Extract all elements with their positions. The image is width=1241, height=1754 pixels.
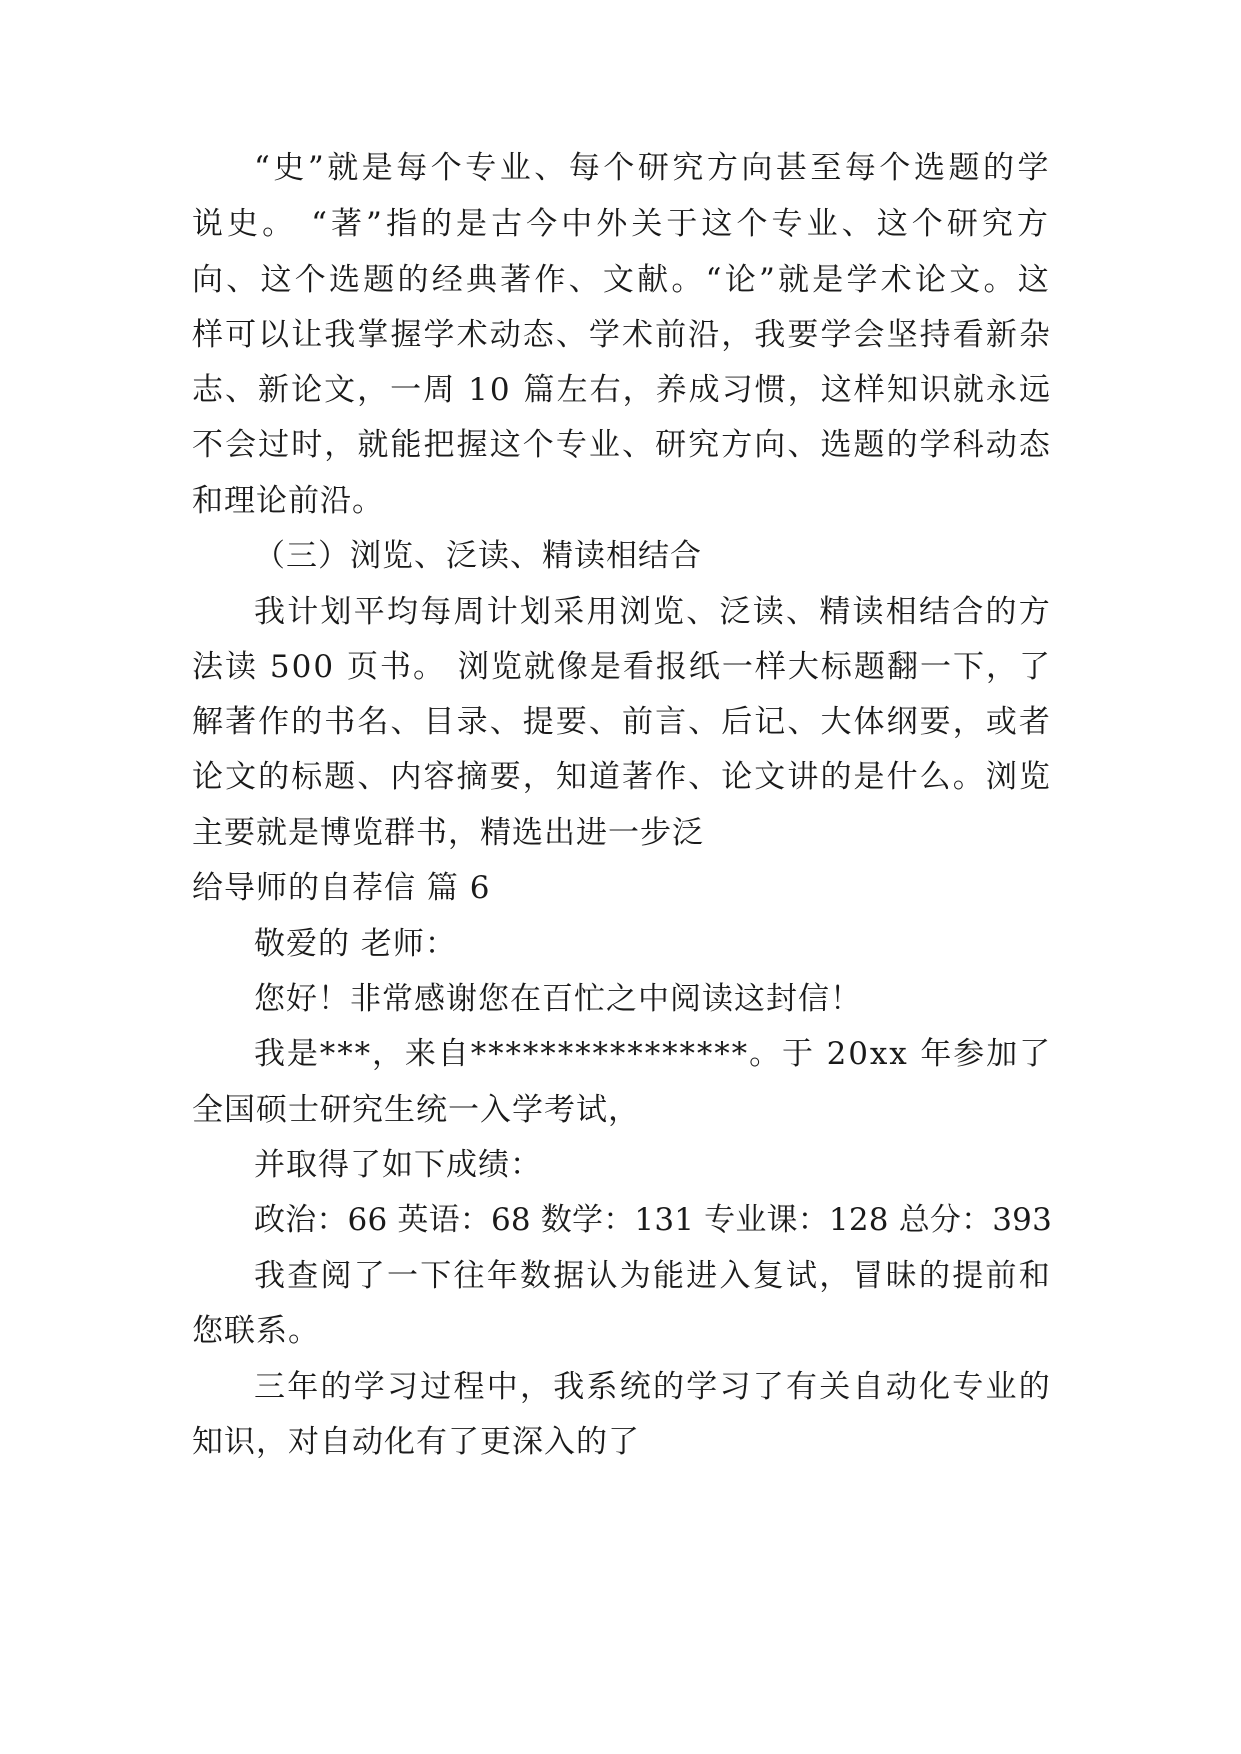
greeting-line: 您好！非常感谢您在百忙之中阅读这封信！ — [254, 981, 862, 1017]
letter-title: 给导师的自荐信 篇 6 — [192, 870, 491, 906]
paragraph-line: 和理论前沿。 — [192, 483, 384, 519]
paragraph-line: 论文的标题、内容摘要，知道著作、论文讲的是什么。浏览 — [192, 759, 1052, 795]
scores-line: 政治：66 英语：68 数学：131 专业课：128 总分：393 — [254, 1202, 1052, 1238]
paragraph-line: “史”就是每个专业、每个研究方向甚至每个选题的学 — [254, 150, 1052, 186]
paragraph-line: 主要就是博览群书，精选出进一步泛 — [192, 815, 704, 851]
paragraph-line: 不会过时，就能把握这个专业、研究方向、选题的学科动态 — [192, 427, 1052, 463]
paragraph-line: 志、新论文，一周 10 篇左右，养成习惯，这样知识就永远 — [192, 372, 1052, 408]
paragraph-line: 您联系。 — [192, 1313, 320, 1349]
paragraph-line: 我查阅了一下往年数据认为能进入复试，冒昧的提前和 — [254, 1258, 1052, 1294]
paragraph-line: 我是***，来自****************。于 20xx 年参加了 — [254, 1036, 1052, 1072]
paragraph-line: 并取得了如下成绩： — [254, 1147, 542, 1183]
paragraph-line: 法读 500 页书。 浏览就像是看报纸一样大标题翻一下，了 — [192, 649, 1052, 685]
paragraph-line: 解著作的书名、目录、提要、前言、后记、大体纲要，或者 — [192, 704, 1052, 740]
paragraph-line: 向、这个选题的经典著作、文献。“论”就是学术论文。这 — [192, 262, 1052, 298]
paragraph-line: 知识，对自动化有了更深入的了 — [192, 1424, 640, 1460]
paragraph-line: 三年的学习过程中，我系统的学习了有关自动化专业的 — [254, 1369, 1052, 1405]
paragraph-line: 我计划平均每周计划采用浏览、泛读、精读相结合的方 — [254, 594, 1052, 630]
paragraph-line: 样可以让我掌握学术动态、学术前沿，我要学会坚持看新杂 — [192, 317, 1052, 353]
paragraph-line: 说史。 “著”指的是古今中外关于这个专业、这个研究方 — [192, 206, 1052, 242]
paragraph-line: 全国硕士研究生统一入学考试， — [192, 1092, 640, 1128]
section-heading: （三）浏览、泛读、精读相结合 — [254, 538, 702, 574]
salutation: 敬爱的 老师： — [254, 926, 457, 962]
